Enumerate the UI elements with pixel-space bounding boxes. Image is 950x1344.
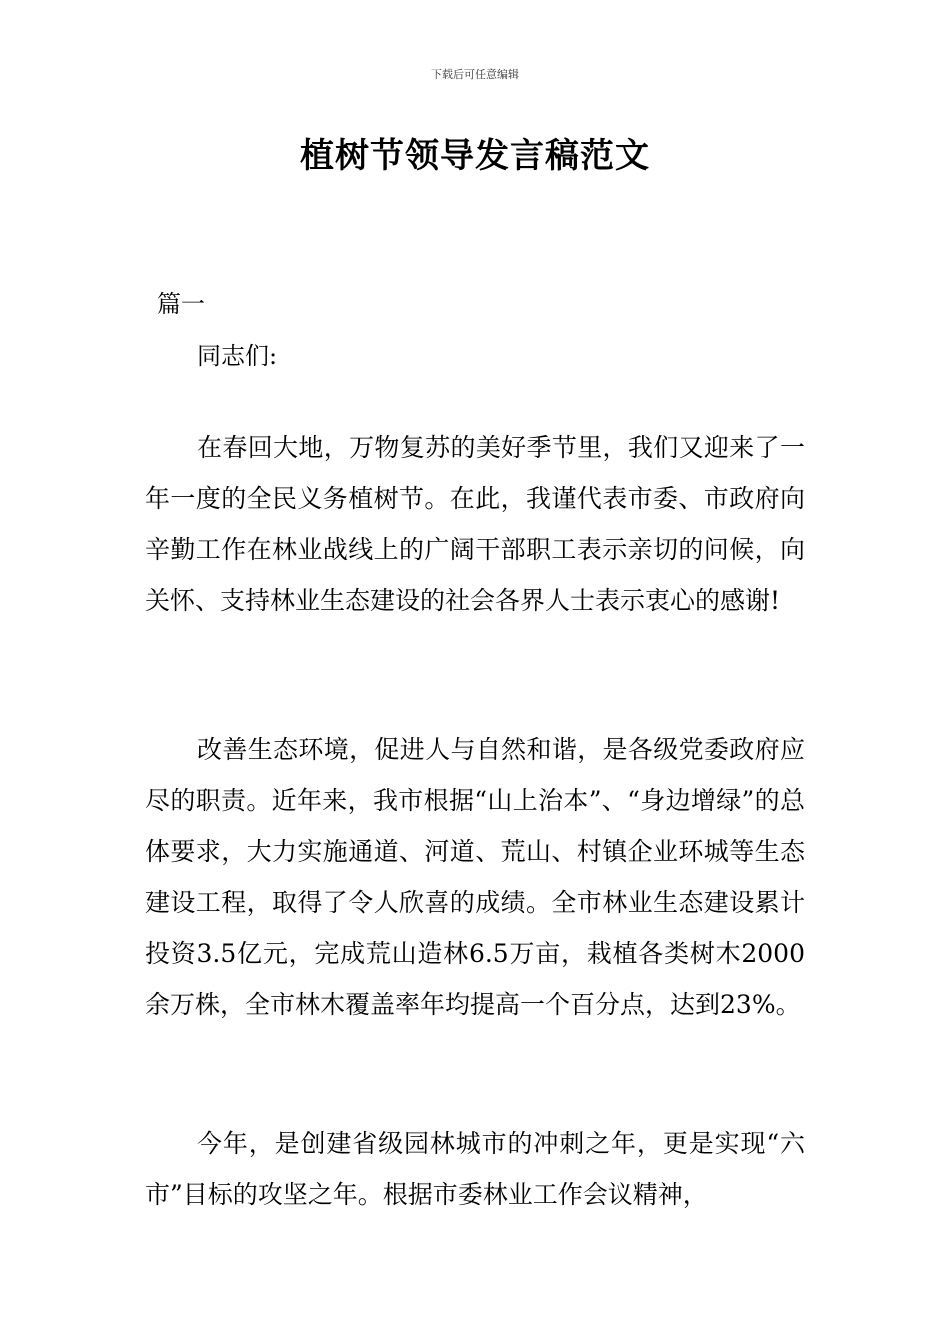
salutation: 同志们: [197, 342, 278, 370]
document-title: 植树节领导发言稿范文 [300, 136, 650, 176]
header-note: 下载后可任意编辑 [431, 68, 519, 81]
paragraph-2: 改善生态环境，促进人与自然和谐，是各级党委政府应尽的职责。近年来，我市根据“山上治本”、“身边增绿”的总体要求，大力实施通道、河道、荒山、村镇企业环城等生态建设工程，取得了令人欣喜的成绩。全市林业生态建设累计投资3.5亿元，完成荒山造林6.5万亩，栽植各类树木2000余万株，全市林木覆盖率年均提高一个百分点，达到23%。 [145, 735, 805, 1019]
paragraph-1: 在春回大地，万物复苏的美好季节里，我们又迎来了一年一度的全民义务植树节。在此，我谨代表市委、市政府向辛勤工作在林业战线上的广阔干部职工表示亲切的问候，向关怀、支持林业生态建设的社会各界人士表示衷心的感谢! [145, 433, 805, 615]
paragraph-3: 今年，是创建省级园林城市的冲刺之年，更是实现“六市”目标的攻坚之年。根据市委林业工作会议精神， [145, 1129, 805, 1209]
section-label: 篇一 [157, 290, 205, 318]
